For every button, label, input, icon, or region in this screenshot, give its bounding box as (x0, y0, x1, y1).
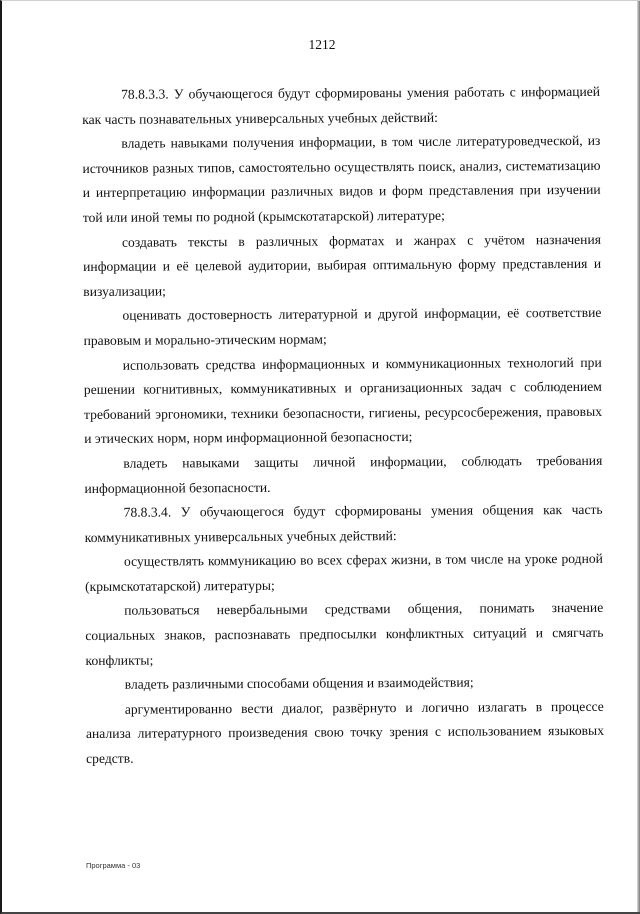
paragraph-evaluate-reliability: оценивать достоверность литературной и другой информации, её соответствие правовым и морально-этическим нормам; (83, 305, 602, 348)
paragraph-dialogue: аргументированно вести диалог, развёрнуто и логично излагать в процессе анализа литературного произведения свою точку зрения с использованием языковых средств. (85, 698, 605, 767)
paragraph-nonverbal: пользоваться невербальными средствами общения, понимать значение социальных знаков, распознавать предпосылки конфликтных ситуаций и смягчать конфликты; (85, 600, 604, 668)
paragraph-data-protection: владеть навыками защиты личной информации, соблюдать требования информационной безопасности. (84, 452, 603, 496)
paragraph-interaction-methods: владеть различными способами общения и взаимодействия; (124, 674, 474, 693)
document-body (82, 80, 604, 772)
paragraph-use-ict: использовать средства информационных и коммуникационных технологий при решении когнитивных, коммуникативных и организационных задач с соблюдением требований эргономики, техники безопасности, гигиены, ресурсосбережения, правовых и этических норм, норм информационной безопасности; (83, 354, 603, 447)
paragraph-section-78-8-3-4: 78.8.3.4. У обучающегося будут сформированы умения общения как часть коммуникативных универсальных учебных действий: (84, 501, 603, 545)
paragraph-communication: осуществлять коммуникацию во всех сферах жизни, в том числе на уроке родной (крымскотатарской) литературы; (85, 551, 603, 594)
page-footer: Программа - 03 (86, 861, 141, 870)
paragraph-information-skills: владеть навыками получения информации, в том числе литературоведческой, из источников разных типов, самостоятельно осуществлять поиск, анализ, систематизацию и интерпретацию информации различных видов и форм представления при изучении той или иной темы по родной (крымскотатарской) литературе; (82, 133, 601, 225)
page-number: 1212 (308, 37, 336, 52)
paragraph-create-texts: создавать тексты в различных форматах и жанрах с учётом назначения информации и её целевой аудитории, выбирая оптимальную форму представления и визуализации; (83, 231, 602, 299)
paragraph-section-78-8-3-3: 78.8.3.3. У обучающегося будут сформированы умения работать с информацией как часть познавательных универсальных учебных действий: (82, 83, 601, 127)
